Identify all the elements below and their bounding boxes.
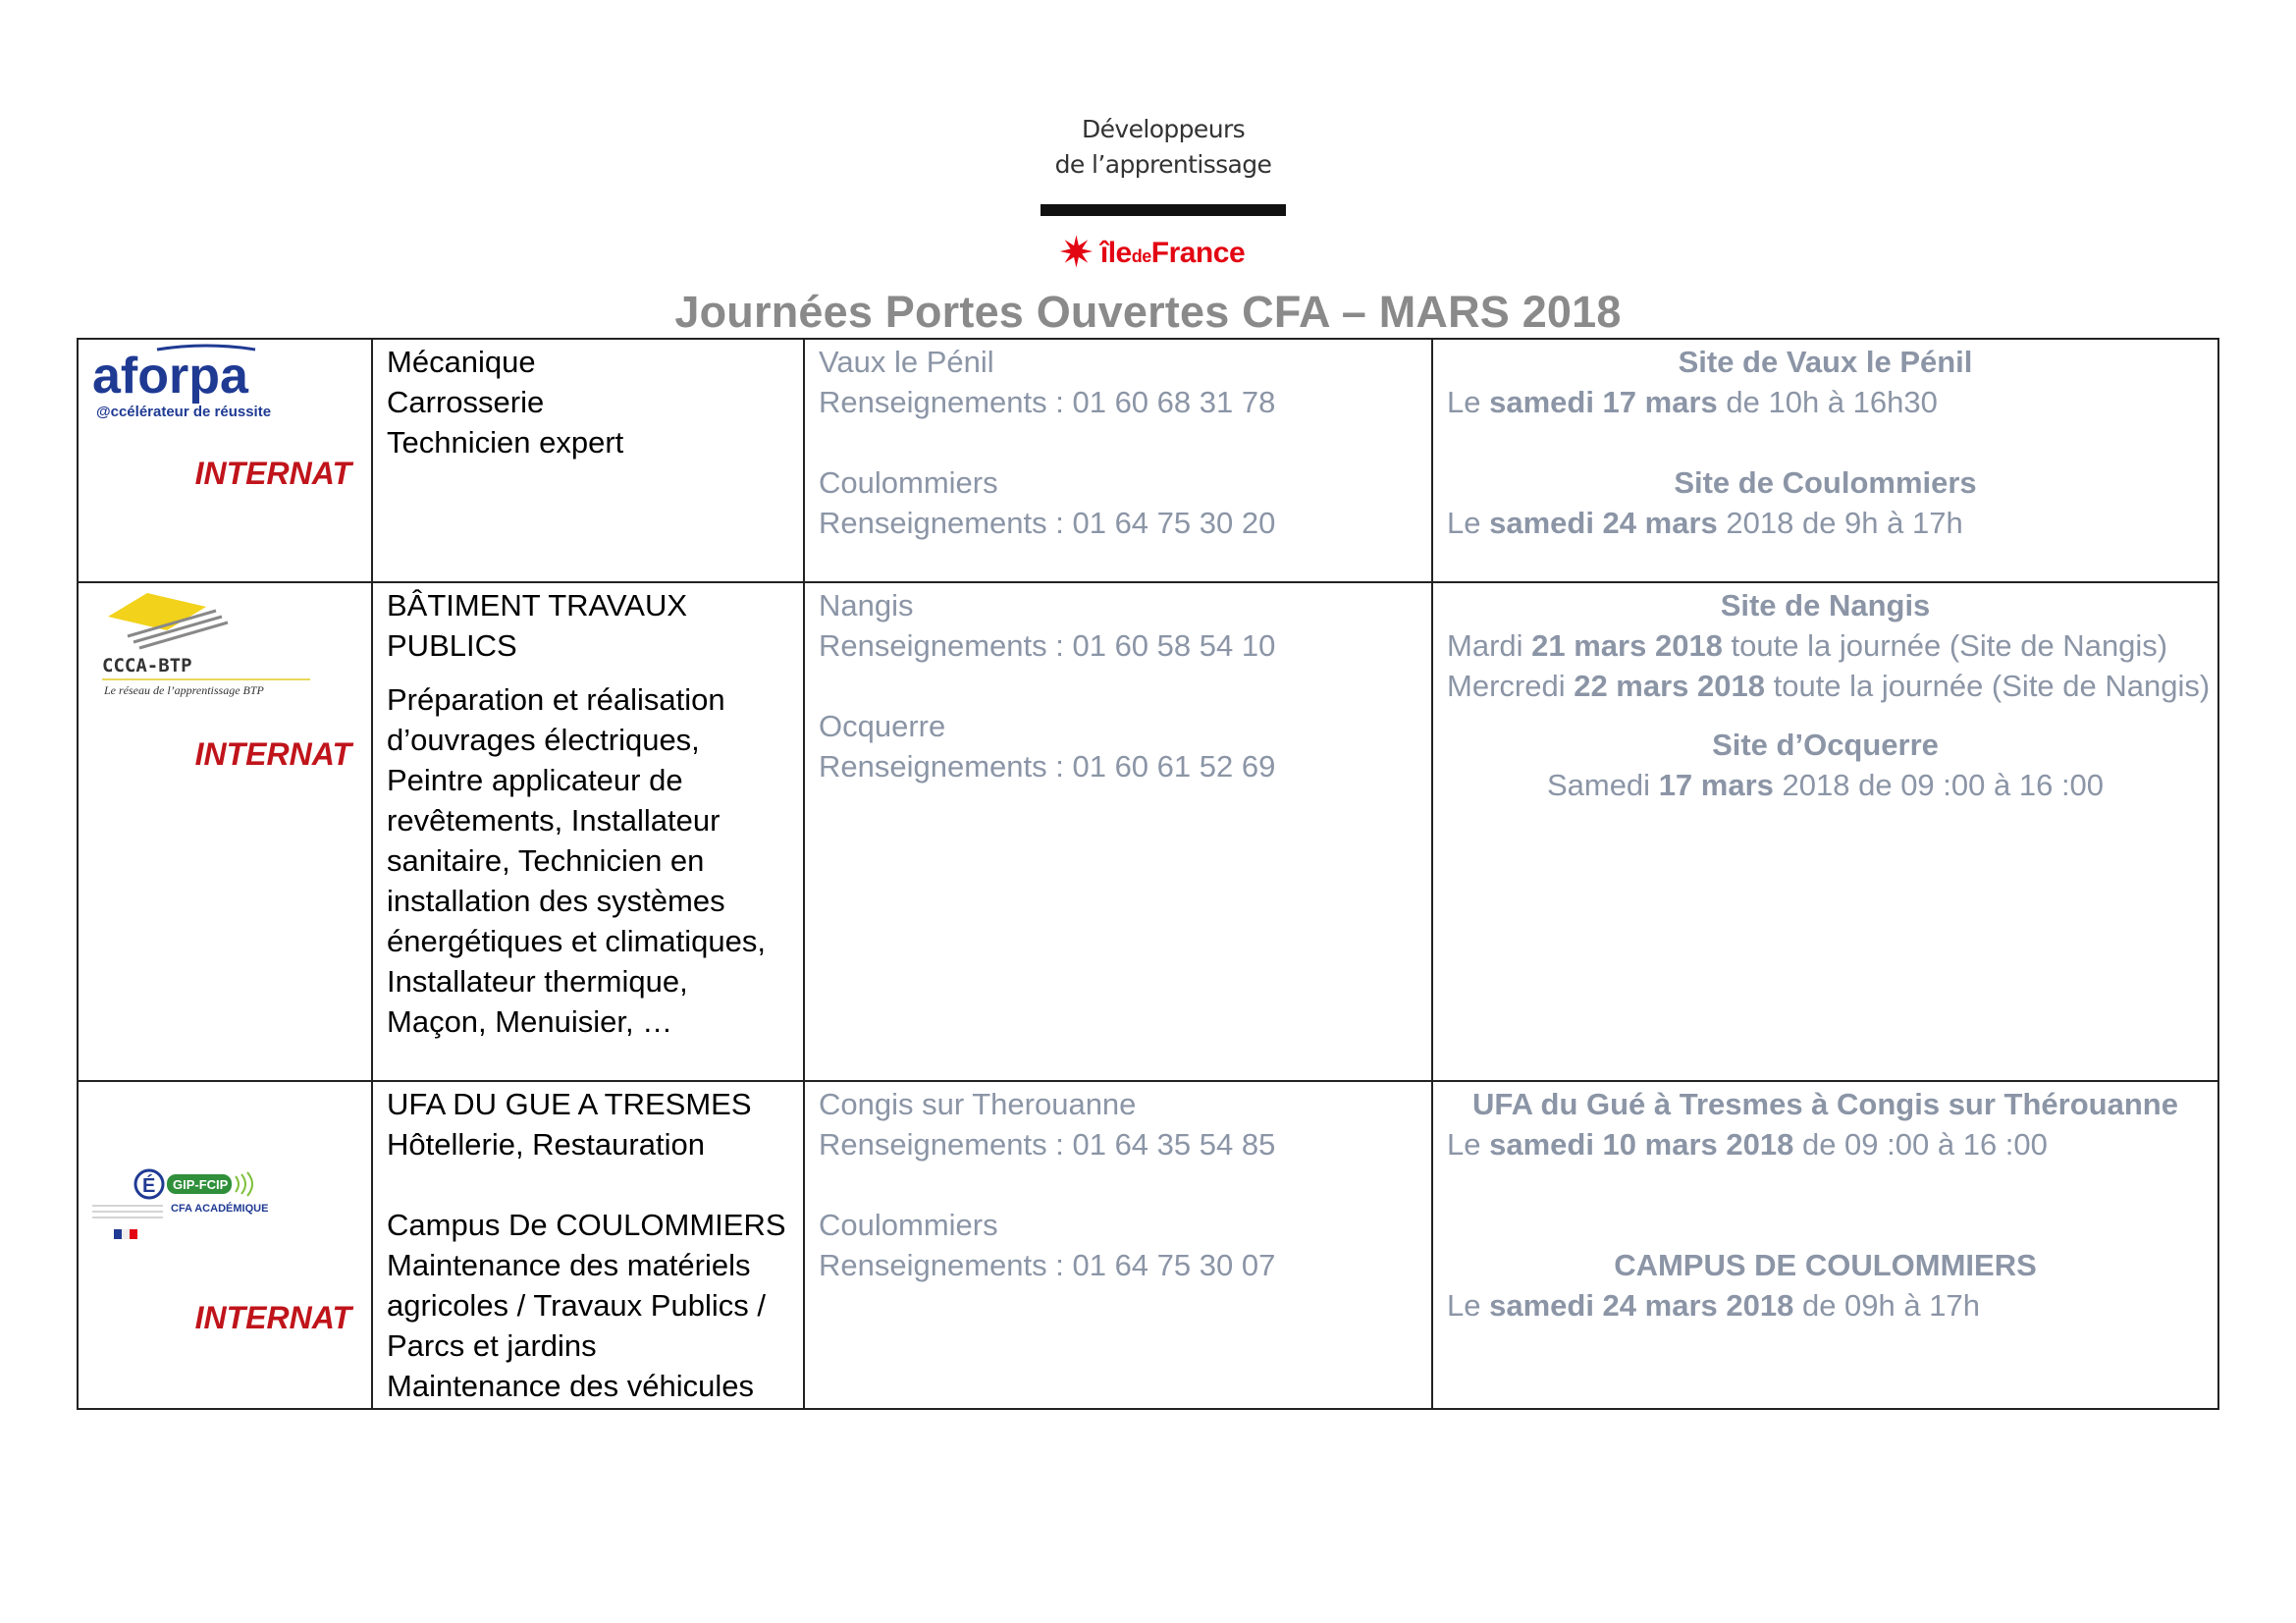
dates-cell — [1432, 1081, 2218, 1409]
logo-cell — [78, 339, 372, 582]
table-row — [78, 582, 2218, 1081]
trade-item: revêtements, Installateur — [387, 803, 721, 838]
svg-text:CFA ACADÉMIQUE: CFA ACADÉMIQUE — [171, 1203, 269, 1215]
site-phone: Renseignements : 01 60 58 54 10 — [819, 628, 1276, 663]
site-phone: Renseignements : 01 64 75 30 20 — [819, 506, 1276, 540]
trade-item: d’ouvrages électriques, — [387, 723, 700, 757]
site-place: Nangis — [819, 588, 914, 622]
internat-label: INTERNAT — [194, 456, 351, 491]
brand-divider — [1041, 204, 1286, 216]
site-place: Coulommiers — [819, 1208, 998, 1242]
date-line: Le samedi 24 mars 2018 de 09h à 17h — [1447, 1288, 1980, 1323]
trade-item: Peintre applicateur de — [387, 763, 683, 797]
date-line: Samedi 17 mars 2018 de 09 :00 à 16 :00 — [1546, 768, 2105, 802]
logo-cell — [78, 582, 372, 1081]
site-place: Coulommiers — [819, 465, 998, 500]
date-heading: Site de Vaux le Pénil — [1678, 345, 1973, 379]
ile-de-france-logo — [1058, 228, 1246, 278]
brand-logo-text — [1041, 112, 1286, 183]
trades-cell — [372, 582, 804, 1081]
trade-heading: PUBLICS — [387, 628, 517, 663]
date-line: Mercredi 22 mars 2018 toute la journée (Site de Nangis) — [1447, 669, 2211, 703]
date-heading: UFA du Gué à Tresmes à Congis sur Thérouanne — [1472, 1087, 2178, 1121]
trade-item: Maintenance des véhicules — [387, 1369, 754, 1403]
sites-cell — [804, 339, 1432, 582]
site-phone: Renseignements : 01 60 61 52 69 — [819, 749, 1276, 784]
cfa-open-days-table — [77, 338, 2219, 1410]
trade-item: Technicien expert — [387, 425, 624, 460]
site-phone: Renseignements : 01 64 75 30 07 — [819, 1248, 1276, 1282]
trade-item: Maintenance des matériels — [387, 1248, 751, 1282]
date-heading: CAMPUS DE COULOMMIERS — [1614, 1248, 2037, 1282]
date-heading: Site de Coulommiers — [1674, 465, 1977, 500]
dates-cell — [1432, 582, 2218, 1081]
sites-cell — [804, 582, 1432, 1081]
site-place: Vaux le Pénil — [819, 345, 994, 379]
svg-text:GIP-FCIP: GIP-FCIP — [173, 1177, 229, 1192]
brand-line-2: de l’apprentissage — [1054, 150, 1272, 179]
trade-item: Mécanique — [387, 345, 536, 379]
date-line: Le samedi 10 mars 2018 de 09 :00 à 16 :00 — [1447, 1127, 2048, 1162]
trades-cell — [372, 1081, 804, 1409]
gip-fcip-logo-icon — [88, 1163, 285, 1251]
sites-cell — [804, 1081, 1432, 1409]
internat-label: INTERNAT — [194, 736, 351, 772]
aforpa-logo-icon — [88, 344, 324, 422]
svg-text:Le réseau de l’apprentissage B: Le réseau de l’apprentissage BTP — [104, 683, 264, 697]
trade-item: installation des systèmes — [387, 884, 725, 918]
page-title: Journées Portes Ouvertes CFA – MARS 2018 — [674, 287, 1622, 337]
ccca-btp-logo-icon — [88, 585, 324, 699]
ile-de-france-wordmark: îledeFrance — [1099, 237, 1246, 269]
brand-line-1: Développeurs — [1081, 115, 1246, 143]
site-place: Congis sur Therouanne — [819, 1087, 1137, 1121]
trade-item: sanitaire, Technicien en — [387, 843, 705, 878]
date-line: Le samedi 17 mars de 10h à 16h30 — [1447, 385, 1938, 419]
site-phone: Renseignements : 01 64 35 54 85 — [819, 1127, 1276, 1162]
trade-item: Parcs et jardins — [387, 1328, 597, 1363]
trades-cell — [372, 339, 804, 582]
trade-item: Maçon, Menuisier, … — [387, 1004, 673, 1039]
table-row — [78, 339, 2218, 582]
svg-text:aforpa: aforpa — [92, 348, 248, 405]
trade-item: Hôtellerie, Restauration — [387, 1127, 705, 1162]
date-line: Le samedi 24 mars 2018 de 9h à 17h — [1447, 506, 1963, 540]
dates-cell — [1432, 339, 2218, 582]
date-heading: Site d’Ocquerre — [1712, 728, 1939, 762]
trade-item: Préparation et réalisation — [387, 682, 725, 717]
trade-item: Installateur thermique, — [387, 964, 688, 999]
svg-text:É: É — [142, 1175, 156, 1197]
logo-cell — [78, 1081, 372, 1409]
date-line: Mardi 21 mars 2018 toute la journée (Site de Nangis) — [1447, 628, 2168, 663]
svg-text:CCCA-BTP: CCCA-BTP — [102, 655, 192, 676]
trade-item: agricoles / Travaux Publics / — [387, 1288, 766, 1323]
table-row — [78, 1081, 2218, 1409]
svg-text:@ccélérateur de réussite: @ccélérateur de réussite — [96, 404, 272, 420]
internat-label: INTERNAT — [194, 1300, 351, 1335]
trade-item: énergétiques et climatiques, — [387, 924, 767, 958]
site-phone: Renseignements : 01 60 68 31 78 — [819, 385, 1276, 419]
date-heading: Site de Nangis — [1720, 588, 1931, 622]
trade-heading: BÂTIMENT TRAVAUX — [387, 588, 688, 622]
trade-item: UFA DU GUE A TRESMES — [387, 1087, 752, 1121]
trade-item: Campus De COULOMMIERS — [387, 1208, 786, 1242]
site-place: Ocquerre — [819, 709, 946, 743]
region-star-icon: ✷ — [1058, 228, 1095, 278]
trade-item: Carrosserie — [387, 385, 545, 419]
